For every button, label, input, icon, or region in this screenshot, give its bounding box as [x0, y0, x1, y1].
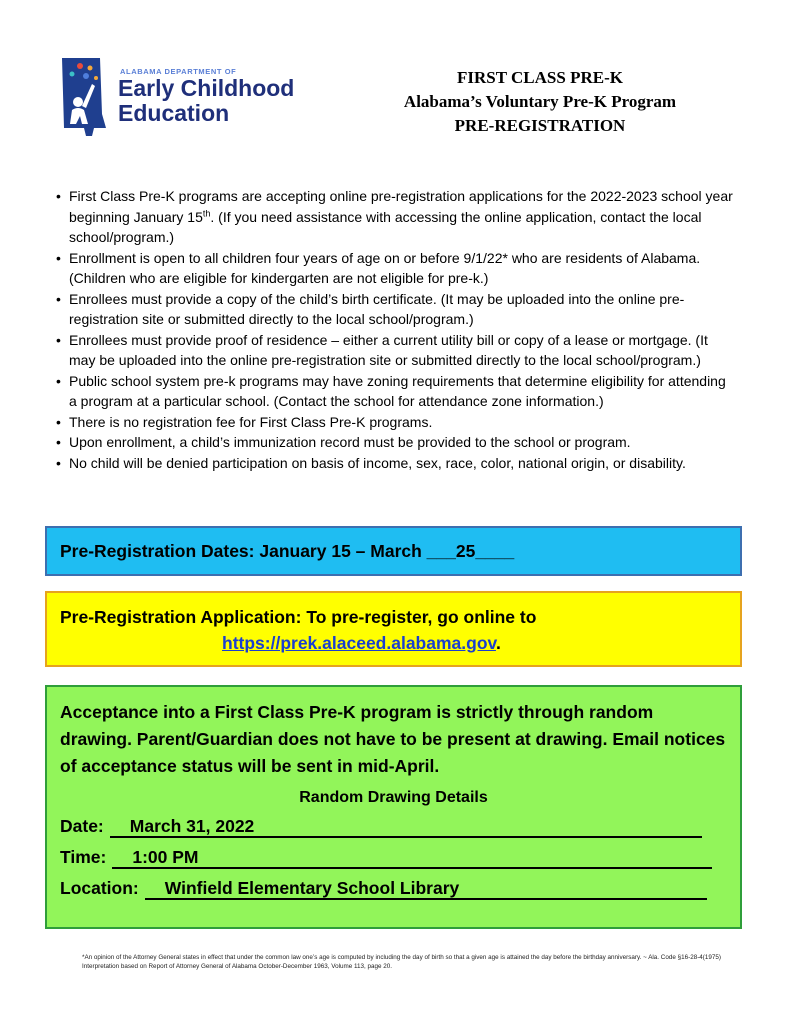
registration-dates-box: [45, 526, 742, 576]
list-item: • No child will be denied participation on basis of income, sex, race, color, national origin, or disability.: [56, 453, 736, 474]
list-item: • Public school system pre-k programs may have zoning requirements that determine eligibility for attending a program at a particular school. (Contact the school for attendance zone information.): [56, 371, 736, 412]
requirements-list: [56, 186, 736, 473]
date-value: March 31, 2022: [110, 816, 702, 838]
logo-name-line2: Education: [118, 100, 230, 126]
drawing-time-field: [60, 847, 727, 869]
footnote: *An opinion of the Attorney General states in effect that under the common law one’s age is computed by including the day of birth so that a given age is attained the day before the birthday anniversary. ~ Ala. Code §16-28-4(1975) Interpretation based on Report of Attorney General of Alabama October-December 1963, Volume 113, page 20.: [82, 954, 722, 970]
star-red-icon: [77, 63, 83, 69]
location-label: Location:: [60, 878, 139, 898]
document-title: [340, 66, 740, 138]
logo-name-line1: Early Childhood: [118, 75, 295, 101]
list-item: • First Class Pre-K programs are accepting online pre-registration applications for the 2022-2023 school year beginning January 15th. (If you need assistance with accessing the online application, contact the local school/program.): [56, 186, 736, 248]
drawing-details-title: Random Drawing Details: [299, 789, 488, 806]
registration-link[interactable]: https://prek.alaceed.alabama.gov: [222, 633, 496, 653]
list-item: • Enrollment is open to all children four years of age on or before 9/1/22* who are residents of Alabama. (Children who are eligible for kindergarten are not eligible for pre-k.): [56, 248, 736, 289]
random-drawing-box: [45, 685, 742, 929]
star-small-icon: [94, 76, 98, 80]
agency-logo: [58, 54, 318, 144]
list-item: • Enrollees must provide a copy of the child’s birth certificate. (It may be uploaded into the online pre-registration site or submitted directly to the local school/program.): [56, 289, 736, 330]
star-teal-icon: [70, 72, 75, 77]
alabama-map-icon: [58, 54, 118, 144]
application-text: Pre-Registration Application: To pre-register, go online to: [60, 607, 537, 627]
logo-name: [118, 76, 294, 126]
list-item: • Upon enrollment, a child’s immunization record must be provided to the school or program.: [56, 432, 736, 453]
drawing-location-field: [60, 878, 727, 900]
drawing-date-field: [60, 816, 727, 838]
application-url-line: https://prek.alaceed.alabama.gov.: [222, 633, 501, 653]
title-line2: Alabama’s Voluntary Pre-K Program: [403, 92, 677, 111]
title-line1: FIRST CLASS PRE-K: [457, 68, 623, 87]
registration-dates-text: Pre-Registration Dates: January 15 – March ___25____: [60, 541, 515, 561]
star-blue-icon: [83, 73, 89, 79]
title-line3: PRE-REGISTRATION: [454, 116, 626, 135]
list-item: • Enrollees must provide proof of residence – either a current utility bill or copy of a lease or mortgage. (It may be uploaded into the online pre-registration site or submitted directly to the local school/program.): [56, 330, 736, 371]
logo-department: ALABAMA DEPARTMENT OF: [120, 67, 237, 76]
registration-application-box: [45, 591, 742, 667]
time-label: Time:: [60, 847, 107, 867]
time-value: 1:00 PM: [112, 847, 712, 869]
acceptance-text: Acceptance into a First Class Pre-K program is strictly through random drawing. Parent/Guardian does not have to be present at drawing. Email notices of acceptance status will be sent in mid-April.: [60, 702, 726, 776]
star-orange-icon: [88, 66, 93, 71]
location-value: Winfield Elementary School Library: [145, 878, 707, 900]
date-label: Date:: [60, 816, 104, 836]
list-item: • There is no registration fee for First Class Pre-K programs.: [56, 412, 736, 433]
